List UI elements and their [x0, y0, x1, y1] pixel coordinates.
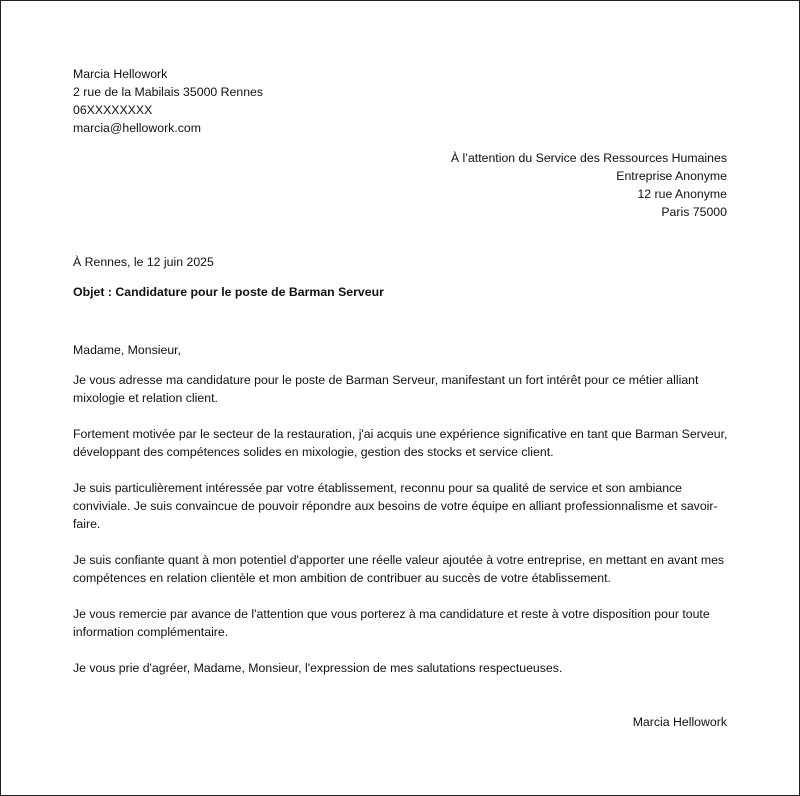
paragraph-thanks: Je vous remercie par avance de l'attention que vous porterez à ma candidature et reste à votre disposition pour toute information complémentaire. [73, 607, 710, 639]
paragraph-value: Je suis confiante quant à mon potentiel d'apporter une réelle valeur ajoutée à votre entreprise, en mettant en avant mes compétences en relation clientèle et mon ambition de contribuer au succès de votre établissement. [73, 553, 725, 585]
recipient-city: Paris 75000 [661, 205, 727, 219]
sender-name: Marcia Hellowork [73, 67, 168, 81]
recipient-street: 12 rue Anonyme [637, 187, 727, 201]
paragraph-intro: Je vous adresse ma candidature pour le poste de Barman Serveur, manifestant un fort intérêt pour ce métier alliant mixologie et relation client. [73, 373, 699, 405]
sender-address: 2 rue de la Mabilais 35000 Rennes [73, 85, 264, 99]
signature: Marcia Hellowork [632, 715, 727, 729]
salutation: Madame, Monsieur, [73, 343, 181, 357]
paragraph-experience: Fortement motivée par le secteur de la restauration, j'ai acquis une expérience significative en tant que Barman Serveur, développant des compétences solides en mixologie, gestion des stocks et service client. [73, 427, 728, 459]
paragraph-interest: Je suis particulièrement intéressée par votre établissement, reconnu pour sa qualité de service et son ambiance conviviale. Je suis convaincue de pouvoir répondre aux besoins de votre équipe en alliant professionnalisme et savoir-faire. [73, 481, 718, 531]
subject-line: Objet : Candidature pour le poste de Barman Serveur [73, 285, 384, 299]
sender-phone: 06XXXXXXXX [73, 103, 153, 117]
sender-email: marcia@hellowork.com [73, 121, 201, 135]
recipient-attention: À l’attention du Service des Ressources Humaines [450, 151, 727, 165]
place-date: À Rennes, le 12 juin 2025 [73, 255, 214, 269]
paragraph-closing: Je vous prie d'agréer, Madame, Monsieur, l'expression de mes salutations respectueuses. [73, 661, 563, 675]
recipient-company: Entreprise Anonyme [616, 169, 727, 183]
